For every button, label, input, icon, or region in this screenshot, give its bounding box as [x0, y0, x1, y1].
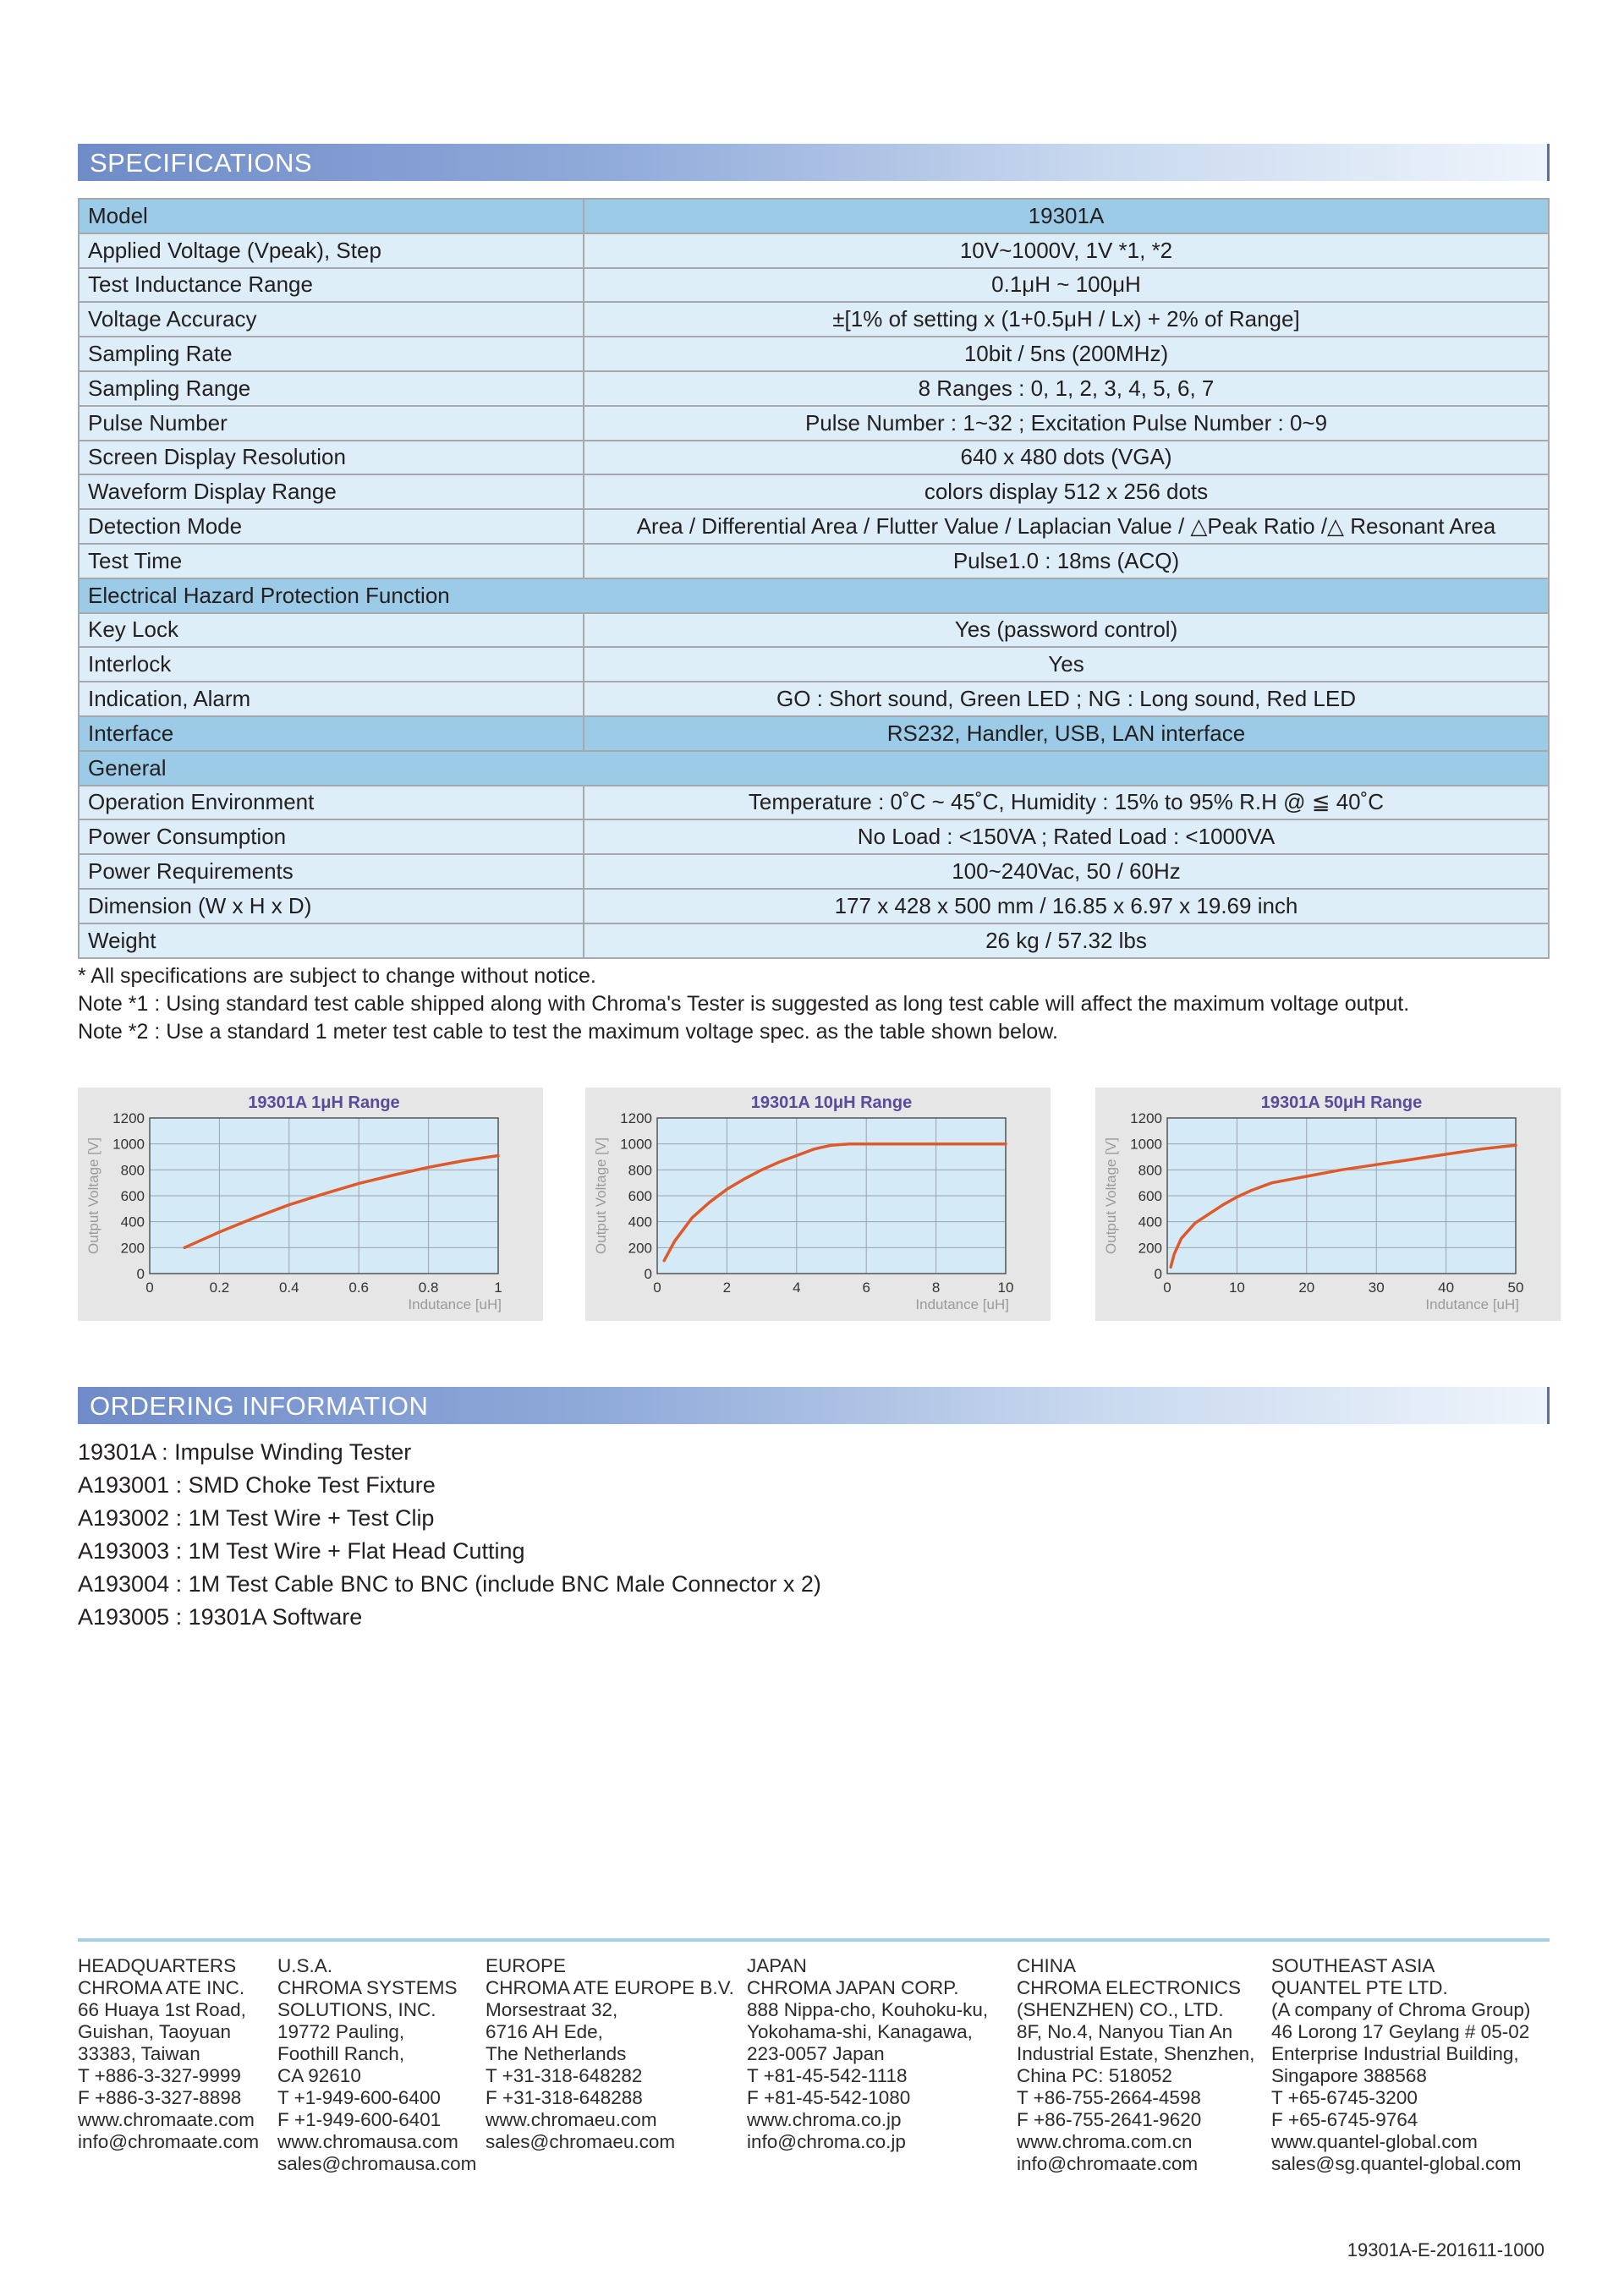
order-item: 19301A : Impulse Winding Tester [78, 1439, 412, 1465]
office-line: www.chroma.com.cn [1017, 2131, 1193, 2152]
office-line: sales@sg.quantel-global.com [1271, 2153, 1522, 2174]
y-tick-label: 1200 [112, 1110, 145, 1126]
office-line: Enterprise Industrial Building, [1271, 2043, 1519, 2064]
spec-row [79, 716, 1549, 751]
office-line: info@chromaate.com [1017, 2153, 1199, 2174]
specifications-title: SPECIFICATIONS [90, 148, 313, 178]
spec-label: Screen Display Resolution [79, 441, 584, 475]
spec-value: 640 x 480 dots (VGA) [584, 441, 1549, 475]
specifications-header [78, 144, 1550, 181]
spec-row [79, 682, 1549, 716]
x-tick-label: 1 [494, 1280, 502, 1296]
document-code: 19301A-E-201611-1000 [1347, 2239, 1544, 2260]
x-tick-label: 0 [653, 1280, 661, 1296]
office-line: CHROMA SYSTEMS [277, 1977, 458, 1998]
x-tick-label: 40 [1438, 1280, 1455, 1296]
x-axis-label: Indutance [uH] [915, 1296, 1009, 1312]
y-tick-label: 600 [628, 1188, 652, 1204]
office-line: 66 Huaya 1st Road, [78, 1999, 246, 2020]
office-line: 6716 AH Ede, [486, 2021, 603, 2042]
chart-title: 19301A 50μH Range [1260, 1093, 1423, 1112]
order-item: A193002 : 1M Test Wire + Test Clip [78, 1505, 435, 1531]
office-column [1017, 1955, 1254, 2175]
spec-value: 10bit / 5ns (200MHz) [584, 337, 1549, 371]
spec-row [79, 509, 1549, 544]
y-tick-label: 800 [628, 1162, 652, 1179]
spec-value: ±[1% of setting x (1+0.5μH / Lx) + 2% of Range] [584, 302, 1549, 337]
office-line: sales@chromausa.com [277, 2153, 477, 2174]
spec-row [79, 544, 1549, 578]
spec-label: Key Lock [79, 613, 584, 648]
spec-value: Pulse1.0 : 18ms (ACQ) [584, 544, 1549, 578]
office-line: F +1-949-600-6401 [277, 2109, 442, 2130]
office-line: 33383, Taiwan [78, 2043, 200, 2064]
office-line: Guishan, Taoyuan [78, 2021, 231, 2042]
spec-label: Pulse Number [79, 406, 584, 441]
ordering-header [78, 1387, 1550, 1424]
y-axis-label: Output Voltage [V] [593, 1137, 609, 1254]
office-line: China PC: 518052 [1017, 2065, 1172, 2086]
spec-row [79, 613, 1549, 648]
office-line: CHROMA ATE INC. [78, 1977, 245, 1998]
x-tick-label: 2 [722, 1280, 732, 1296]
x-tick-label: 10 [997, 1280, 1014, 1296]
office-line: www.chromaeu.com [486, 2109, 657, 2130]
spec-value: 100~240Vac, 50 / 60Hz [584, 854, 1549, 889]
spec-label: Detection Mode [79, 509, 584, 544]
spec-label: Applied Voltage (Vpeak), Step [79, 233, 584, 268]
office-line: CHROMA ELECTRONICS [1017, 1977, 1242, 1998]
office-line: SOLUTIONS, INC. [277, 1999, 436, 2020]
office-line: CHROMA ATE EUROPE B.V. [486, 1977, 734, 1998]
spec-value: Yes (password control) [584, 613, 1549, 648]
y-tick-label: 200 [1138, 1240, 1162, 1257]
y-tick-label: 600 [1138, 1188, 1162, 1204]
y-tick-label: 0 [136, 1266, 145, 1282]
x-tick-label: 20 [1298, 1280, 1315, 1296]
spec-label: Voltage Accuracy [79, 302, 584, 337]
chart-title: 19301A 1μH Range [248, 1093, 400, 1112]
x-tick-label: 0 [145, 1280, 154, 1296]
y-axis-label: Output Voltage [V] [1103, 1137, 1119, 1254]
y-tick-label: 400 [120, 1214, 145, 1230]
spec-value: Yes [584, 647, 1549, 682]
office-line: QUANTEL PTE LTD. [1271, 1977, 1448, 1998]
office-region: JAPAN [747, 1955, 807, 1976]
office-column [78, 1955, 259, 2153]
y-axis-label: Output Voltage [V] [85, 1137, 102, 1254]
office-region: SOUTHEAST ASIA [1271, 1955, 1435, 1976]
spec-label: Test Inductance Range [79, 268, 584, 303]
spec-label: Test Time [79, 544, 584, 578]
ordering-title: ORDERING INFORMATION [90, 1391, 429, 1421]
spec-value: 26 kg / 57.32 lbs [584, 923, 1549, 958]
y-tick-label: 0 [644, 1266, 652, 1282]
spec-row [79, 371, 1549, 406]
office-region: HEADQUARTERS [78, 1955, 237, 1976]
office-column [1271, 1955, 1530, 2175]
note-line: Note *1 : Using standard test cable shipped along with Chroma's Tester is suggested as long test cable will affect the maximum voltage output. [78, 992, 1410, 1016]
x-tick-label: 30 [1368, 1280, 1385, 1296]
spec-label: Operation Environment [79, 786, 584, 820]
spec-value: Area / Differential Area / Flutter Value / Laplacian Value / △Peak Ratio /△ Resonant Area [584, 509, 1549, 544]
spec-label: Power Requirements [79, 854, 584, 889]
note-line: * All specifications are subject to change without notice. [78, 964, 596, 988]
spec-label: Indication, Alarm [79, 682, 584, 716]
y-tick-label: 800 [120, 1162, 145, 1179]
spec-label: Interlock [79, 647, 584, 682]
office-line: (A company of Chroma Group) [1271, 1999, 1531, 2020]
office-line: 19772 Pauling, [277, 2021, 405, 2042]
footer-divider [78, 1938, 1550, 1942]
y-tick-label: 1000 [1130, 1136, 1162, 1153]
office-line: T +1-949-600-6400 [277, 2087, 441, 2108]
spec-label: Model [79, 199, 584, 233]
x-axis-label: Indutance [uH] [1425, 1296, 1519, 1312]
y-tick-label: 0 [1154, 1266, 1162, 1282]
spec-row [79, 647, 1549, 682]
spec-row [79, 889, 1549, 923]
chart-title: 19301A 10μH Range [750, 1093, 913, 1112]
chart-50uh-range [1095, 1088, 1561, 1321]
office-line: info@chroma.co.jp [747, 2131, 906, 2152]
y-tick-label: 1000 [112, 1136, 145, 1153]
spec-row [79, 786, 1549, 820]
office-line: (SHENZHEN) CO., LTD. [1017, 1999, 1224, 2020]
office-region: EUROPE [486, 1955, 567, 1976]
x-tick-label: 8 [931, 1280, 941, 1296]
note-line: Note *2 : Use a standard 1 meter test cable to test the maximum voltage spec. as the table shown below. [78, 1020, 1058, 1044]
office-region: U.S.A. [277, 1955, 333, 1976]
spec-value: Temperature : 0˚C ~ 45˚C, Humidity : 15% to 95% R.H @ ≦ 40˚C [584, 786, 1549, 820]
office-column [486, 1955, 734, 2153]
x-tick-label: 0.2 [209, 1280, 230, 1296]
office-line: F +81-45-542-1080 [747, 2087, 911, 2108]
spec-value: colors display 512 x 256 dots [584, 474, 1549, 509]
spec-row [79, 268, 1549, 303]
spec-label: Weight [79, 923, 584, 958]
order-item: A193001 : SMD Choke Test Fixture [78, 1472, 436, 1498]
office-line: Morsestraat 32, [486, 1999, 618, 2020]
office-line: F +65-6745-9764 [1271, 2109, 1418, 2130]
spec-row [79, 302, 1549, 337]
spec-value: 10V~1000V, 1V *1, *2 [584, 233, 1549, 268]
office-line: F +86-755-2641-9620 [1017, 2109, 1202, 2130]
office-line: T +86-755-2664-4598 [1017, 2087, 1201, 2108]
y-tick-label: 400 [1138, 1214, 1162, 1230]
y-tick-label: 800 [1138, 1162, 1162, 1179]
y-tick-label: 1000 [620, 1136, 652, 1153]
office-line: Foothill Ranch, [277, 2043, 405, 2064]
x-tick-label: 0.6 [348, 1280, 370, 1296]
x-tick-label: 0 [1163, 1280, 1171, 1296]
y-tick-label: 1200 [1130, 1110, 1162, 1126]
spec-value: 8 Ranges : 0, 1, 2, 3, 4, 5, 6, 7 [584, 371, 1549, 406]
spec-row [79, 199, 1549, 233]
spec-label: Sampling Rate [79, 337, 584, 371]
x-tick-label: 4 [793, 1280, 801, 1296]
spec-row [79, 406, 1549, 441]
office-line: Singapore 388568 [1271, 2065, 1427, 2086]
spec-row [79, 923, 1549, 958]
spec-value: 177 x 428 x 500 mm / 16.85 x 6.97 x 19.69 inch [584, 889, 1549, 923]
spec-value: GO : Short sound, Green LED ; NG : Long sound, Red LED [584, 682, 1549, 716]
office-line: 888 Nippa-cho, Kouhoku-ku, [747, 1999, 989, 2020]
spec-row [79, 578, 1549, 613]
spec-table [78, 198, 1550, 959]
x-tick-label: 0.8 [418, 1280, 439, 1296]
office-column [747, 1955, 988, 2153]
spec-value: 0.1μH ~ 100μH [584, 268, 1549, 303]
y-tick-label: 200 [120, 1240, 145, 1257]
chart-1uh-range [78, 1088, 543, 1321]
chart-10uh-range [585, 1088, 1051, 1321]
office-line: T +65-6745-3200 [1271, 2087, 1418, 2108]
spec-label: Sampling Range [79, 371, 584, 406]
spec-label: Dimension (W x H x D) [79, 889, 584, 923]
y-tick-label: 1200 [620, 1110, 652, 1126]
office-line: The Netherlands [486, 2043, 627, 2064]
office-line: T +31-318-648282 [486, 2065, 643, 2086]
spec-row [79, 474, 1549, 509]
office-line: www.chromausa.com [277, 2131, 458, 2152]
ordering-list [78, 1436, 821, 1634]
office-line: 8F, No.4, Nanyou Tian An [1017, 2021, 1233, 2042]
spec-row [79, 233, 1549, 268]
office-line: sales@chromaeu.com [486, 2131, 676, 2152]
spec-label: Interface [79, 716, 584, 751]
office-line: www.chroma.co.jp [747, 2109, 902, 2130]
office-region: CHINA [1017, 1955, 1077, 1976]
office-line: info@chromaate.com [78, 2131, 260, 2152]
spec-notes [78, 962, 1409, 1046]
spec-label: General [79, 751, 1549, 786]
order-item: A193004 : 1M Test Cable BNC to BNC (include BNC Male Connector x 2) [78, 1571, 821, 1597]
spec-row [79, 819, 1549, 854]
spec-row [79, 337, 1549, 371]
x-tick-label: 0.4 [278, 1280, 299, 1296]
spec-value: Pulse Number : 1~32 ; Excitation Pulse Number : 0~9 [584, 406, 1549, 441]
office-line: CHROMA JAPAN CORP. [747, 1977, 959, 1998]
office-line: www.quantel-global.com [1271, 2131, 1478, 2152]
x-tick-label: 10 [1228, 1280, 1245, 1296]
office-line: 46 Lorong 17 Geylang # 05-02 [1271, 2021, 1530, 2042]
spec-row [79, 751, 1549, 786]
spec-value: 19301A [584, 199, 1549, 233]
office-line: T +886-3-327-9999 [78, 2065, 241, 2086]
office-line: Yokohama-shi, Kanagawa, [747, 2021, 973, 2042]
spec-label: Waveform Display Range [79, 474, 584, 509]
spec-label: Electrical Hazard Protection Function [79, 578, 1549, 613]
spec-row [79, 854, 1549, 889]
spec-row [79, 441, 1549, 475]
x-tick-label: 50 [1507, 1280, 1524, 1296]
office-column [277, 1955, 476, 2175]
office-line: CA 92610 [277, 2065, 361, 2086]
office-line: 223-0057 Japan [747, 2043, 885, 2064]
office-line: www.chromaate.com [78, 2109, 255, 2130]
x-axis-label: Indutance [uH] [408, 1296, 502, 1312]
y-tick-label: 600 [120, 1188, 145, 1204]
office-line: F +31-318-648288 [486, 2087, 643, 2108]
y-tick-label: 400 [628, 1214, 652, 1230]
spec-label: Power Consumption [79, 819, 584, 854]
spec-value: RS232, Handler, USB, LAN interface [584, 716, 1549, 751]
office-line: F +886-3-327-8898 [78, 2087, 242, 2108]
spec-value: No Load : <150VA ; Rated Load : <1000VA [584, 819, 1549, 854]
x-tick-label: 6 [862, 1280, 870, 1296]
office-line: Industrial Estate, Shenzhen, [1017, 2043, 1255, 2064]
office-line: T +81-45-542-1118 [747, 2065, 908, 2086]
order-item: A193003 : 1M Test Wire + Flat Head Cutting [78, 1538, 525, 1564]
y-tick-label: 200 [628, 1240, 652, 1257]
order-item: A193005 : 19301A Software [78, 1604, 363, 1630]
